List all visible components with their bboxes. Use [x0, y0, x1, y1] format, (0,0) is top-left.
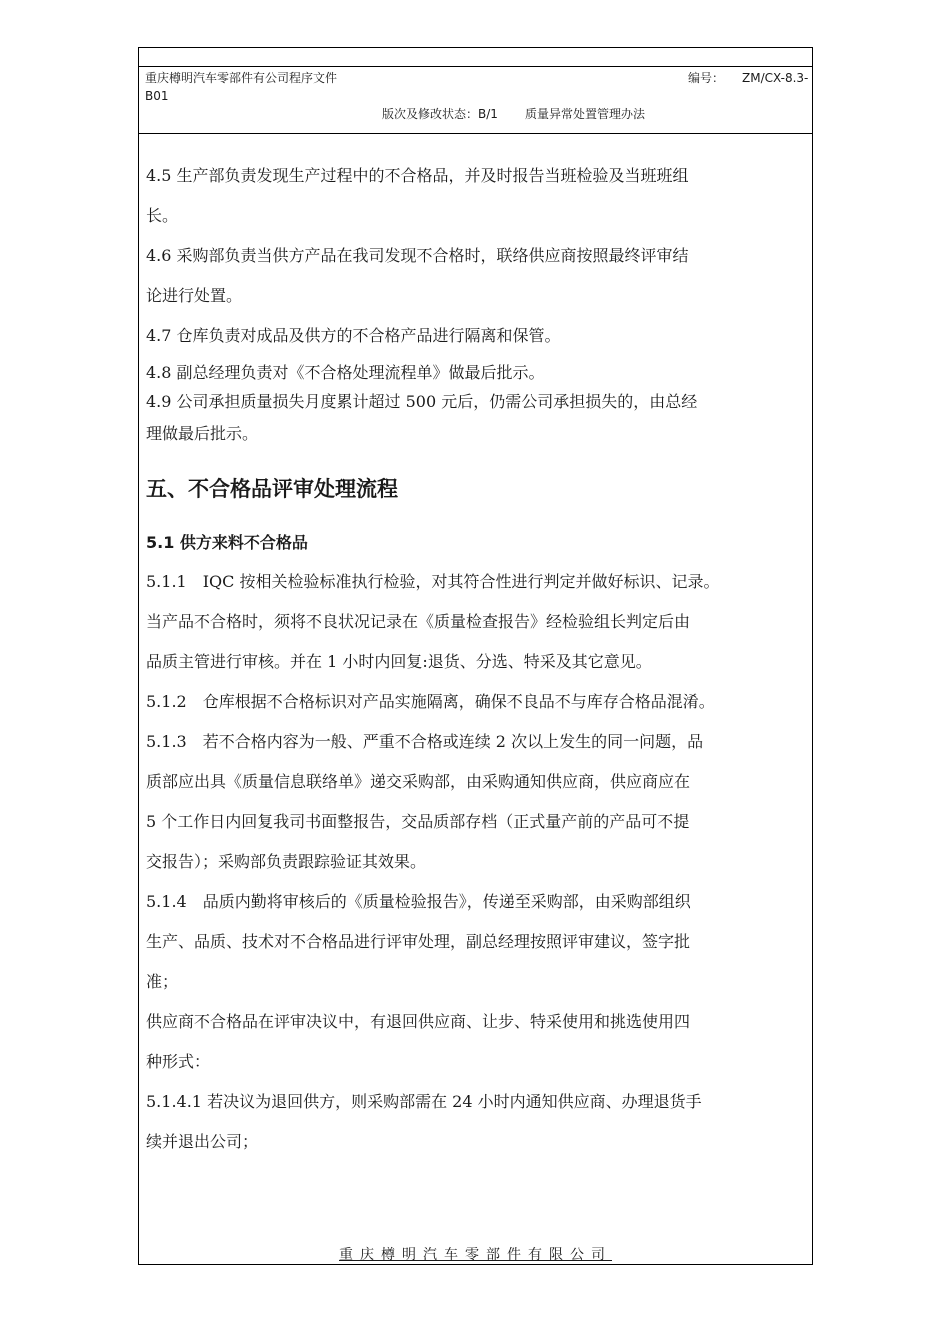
- body-line: 品质主管进行审核。并在 1 小时内回复:退货、分选、特采及其它意见。: [146, 652, 652, 671]
- body-line: 供应商不合格品在评审决议中，有退回供应商、让步、特采使用和挑选使用四: [146, 1012, 691, 1031]
- section-heading: 五、不合格品评审处理流程: [146, 477, 398, 501]
- header-company: 重庆樽明汽车零部件有公司程序文件: [145, 71, 338, 85]
- document-footer: [139, 1244, 812, 1264]
- body-line: 5.1.4 品质内勤将审核后的《质量检验报告》，传递至采购部，由采购部组织: [146, 892, 691, 911]
- body-line: 4.9 公司承担质量损失月度累计超过 500 元后，仍需公司承担损失的，由总经: [146, 392, 698, 411]
- header-code-label: 编号：: [688, 71, 725, 85]
- header-doc-title: 质量异常处置管理办法: [525, 107, 646, 121]
- body-line: 4.6 采购部负责当供方产品在我司发现不合格时，联络供应商按照最终评审结: [146, 246, 689, 265]
- document-header: [139, 48, 812, 134]
- body-line: 质部应出具《质量信息联络单》递交采购部，由采购通知供应商，供应商应在: [146, 772, 691, 791]
- document-frame: [138, 47, 813, 1265]
- document-body: [146, 156, 808, 1162]
- body-line: 续并退出公司；: [146, 1132, 259, 1151]
- body-line: 当产品不合格时，须将不良状况记录在《质量检查报告》经检验组长判定后由: [146, 612, 691, 631]
- body-line: 4.7 仓库负责对成品及供方的不合格产品进行隔离和保管。: [146, 326, 561, 345]
- body-line: 生产、品质、技术对不合格品进行评审处理，副总经理按照评审建议，签字批: [146, 932, 691, 951]
- header-revision: 版次及修改状态：B/1: [382, 107, 498, 121]
- footer-company: 重庆樽明汽车零部件有限公司: [339, 1247, 612, 1263]
- body-line: 5 个工作日内回复我司书面整报告，交品质部存档（正式量产前的产品可不提: [146, 812, 690, 831]
- header-code-value: ZM/CX-8.3-: [742, 71, 809, 85]
- body-line: 5.1.1 IQC 按相关检验标准执行检验，对其符合性进行判定并做好标识、记录。: [146, 572, 720, 591]
- body-line: 5.1.4.1 若决议为退回供方，则采购部需在 24 小时内通知供应商、办理退货手: [146, 1092, 702, 1111]
- body-line: 准；: [146, 972, 179, 991]
- body-line: 长。: [146, 206, 179, 225]
- body-line: 理做最后批示。: [146, 424, 259, 443]
- body-line: 交报告）；采购部负责跟踪验证其效果。: [146, 852, 427, 871]
- body-line: 4.8 副总经理负责对《不合格处理流程单》做最后批示。: [146, 363, 545, 382]
- body-line: 4.5 生产部负责发现生产过程中的不合格品，并及时报告当班检验及当班班组: [146, 166, 689, 185]
- body-line: 种形式：: [146, 1052, 211, 1071]
- header-code-continuation: B01: [145, 89, 169, 103]
- body-line: 5.1.2 仓库根据不合格标识对产品实施隔离，确保不良品不与库存合格品混淆。: [146, 692, 715, 711]
- body-line: 论进行处置。: [146, 286, 243, 305]
- body-line: 5.1.3 若不合格内容为一般、严重不合格或连续 2 次以上发生的同一问题，品: [146, 732, 704, 751]
- header-divider: [139, 66, 812, 67]
- subsection-heading: 5.1 供方来料不合格品: [146, 533, 308, 552]
